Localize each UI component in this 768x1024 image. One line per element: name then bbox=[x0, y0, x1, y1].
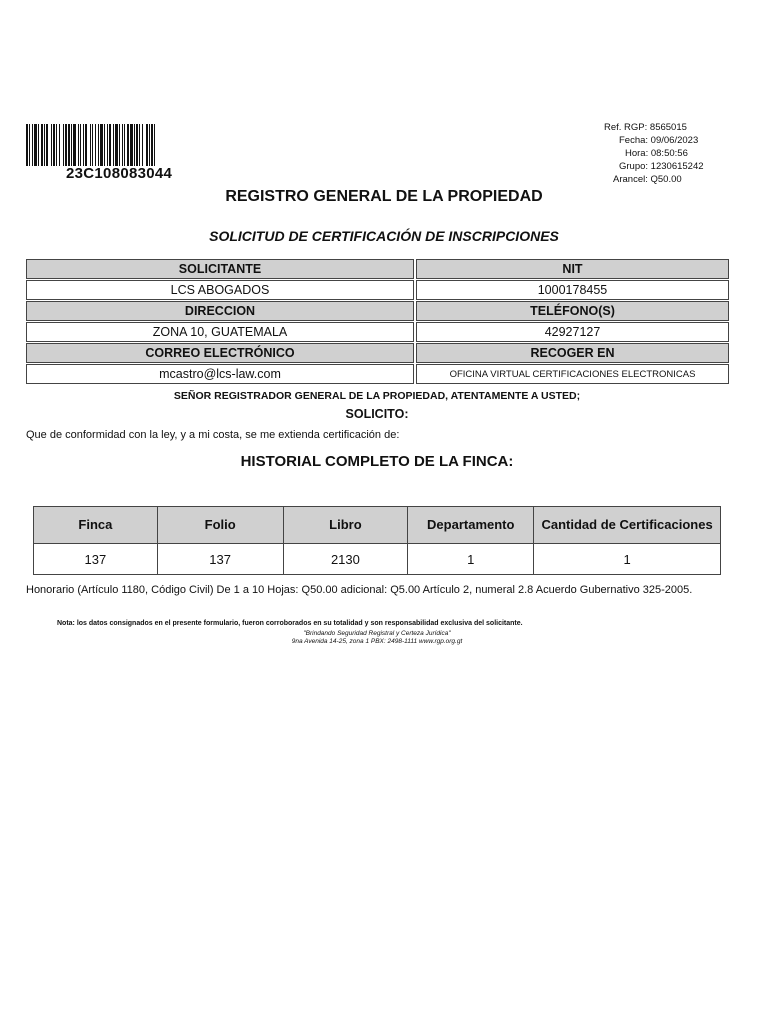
cell-departamento: 1 bbox=[408, 544, 534, 575]
table-row bbox=[34, 544, 721, 575]
recoger-value: OFICINA VIRTUAL CERTIFICACIONES ELECTRONICAS bbox=[416, 364, 729, 384]
solicito-heading: SOLICITO: bbox=[345, 407, 409, 421]
recoger-label: RECOGER EN bbox=[416, 343, 729, 363]
cell-libro: 2130 bbox=[283, 544, 408, 575]
fee-text: Honorario (Artículo 1180, Código Civil) De 1 a 10 Hojas: Q50.00 adicional: Q5.00 Artículo 2, numeral 2.8 Acuerdo Gubernativo 325-2005. bbox=[26, 584, 693, 596]
cell-cantidad: 1 bbox=[534, 544, 721, 575]
salutation: SEÑOR REGISTRADOR GENERAL DE LA PROPIEDAD, ATENTAMENTE A USTED; bbox=[173, 390, 581, 402]
ref-fecha: Fecha: 09/06/2023 bbox=[619, 135, 699, 146]
cell-folio: 137 bbox=[157, 544, 283, 575]
nit-label: NIT bbox=[416, 259, 729, 279]
col-header-finca: Finca bbox=[34, 507, 158, 544]
table-header-row bbox=[34, 507, 721, 544]
ref-rgp: Ref. RGP: 8565015 bbox=[604, 122, 687, 133]
col-header-folio: Folio bbox=[157, 507, 283, 544]
ref-grupo: Grupo: 1230615242 bbox=[619, 161, 704, 172]
footer-motto: "Brindando Seguridad Registral y Certeza Jurídica" bbox=[303, 630, 451, 637]
direccion-label: DIRECCION bbox=[26, 301, 414, 321]
barcode-icon bbox=[26, 124, 230, 166]
cell-finca: 137 bbox=[34, 544, 158, 575]
correo-value: mcastro@lcs-law.com bbox=[26, 364, 414, 384]
col-header-departamento: Departamento bbox=[408, 507, 534, 544]
col-header-libro: Libro bbox=[283, 507, 408, 544]
col-header-cantidad: Cantidad de Certificaciones bbox=[534, 507, 721, 544]
document-subtitle: SOLICITUD DE CERTIFICACIÓN DE INSCRIPCIONES bbox=[209, 228, 559, 244]
finca-table bbox=[33, 506, 721, 575]
direccion-value: ZONA 10, GUATEMALA bbox=[26, 322, 414, 342]
note-text: Nota: los datos consignados en el presente formulario, fueron corroborados en su totalidad y son responsabilidad exclusiva del solicitante. bbox=[57, 620, 523, 627]
ref-hora: Hora: 08:50:56 bbox=[625, 148, 688, 159]
ref-arancel: Arancel: Q50.00 bbox=[613, 174, 682, 185]
intro-text: Que de conformidad con la ley, y a mi costa, se me extienda certificación de: bbox=[26, 429, 400, 441]
correo-label: CORREO ELECTRÓNICO bbox=[26, 343, 414, 363]
footer-address: 9na Avenida 14-25, zona 1 PBX: 2498-1111 www.rgp.org.gt bbox=[291, 638, 463, 645]
section-title: HISTORIAL COMPLETO DE LA FINCA: bbox=[240, 453, 514, 470]
barcode-code: 23C108083044 bbox=[66, 165, 173, 182]
document-title: REGISTRO GENERAL DE LA PROPIEDAD bbox=[225, 188, 543, 205]
solicitante-value: LCS ABOGADOS bbox=[26, 280, 414, 300]
telefono-label: TELÉFONO(S) bbox=[416, 301, 729, 321]
telefono-value: 42927127 bbox=[416, 322, 729, 342]
solicitante-label: SOLICITANTE bbox=[26, 259, 414, 279]
nit-value: 1000178455 bbox=[416, 280, 729, 300]
